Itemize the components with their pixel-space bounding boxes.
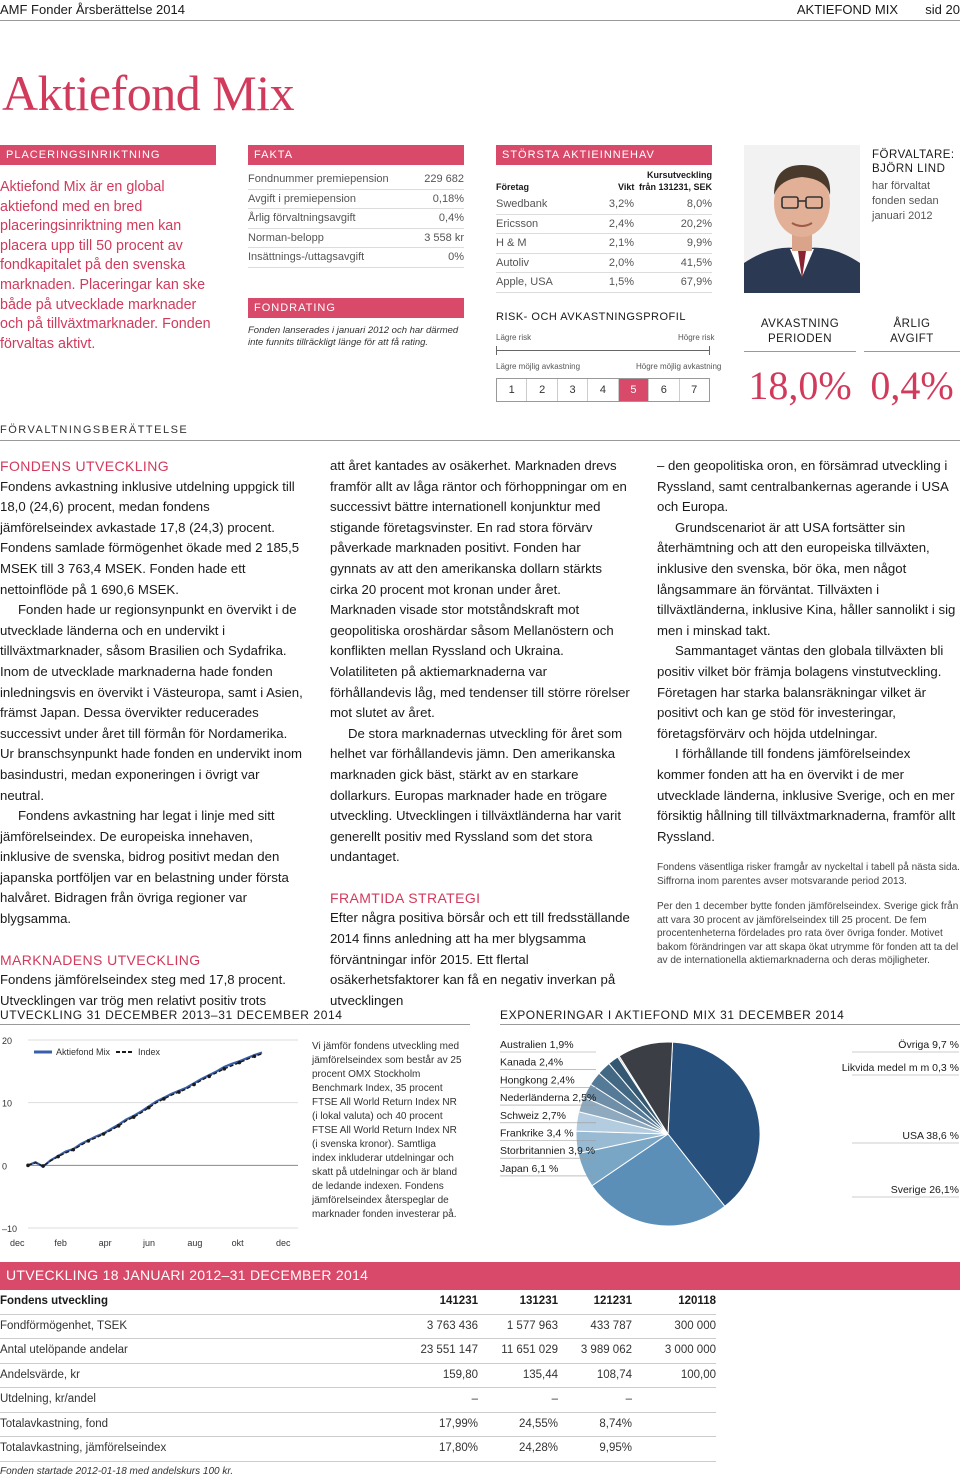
return-divider bbox=[744, 351, 856, 352]
fee-label-1: ÅRLIG bbox=[893, 318, 931, 330]
fakta-value: 0,4% bbox=[438, 212, 464, 224]
col3-paragraph-4: I förhållande till fondens jämförelseindex kommer fonden att ha en övervikt i de mer utvecklade länderna, inklusive Sverige, och en mer försiktig hållning till tillväxtmarknaderna, framför allt Ryssland. bbox=[657, 746, 956, 844]
manager-text: har förvaltat fonden sedan januari 2012 bbox=[872, 180, 939, 222]
fakta-label: Insättnings-/uttagsavgift bbox=[248, 251, 365, 263]
fondrating-heading: FONDRATING bbox=[248, 298, 464, 318]
dev-table-row bbox=[0, 1437, 716, 1462]
col1-paragraph-3: Fondens avkastning har legat i linje med sitt jämförelseindex. De europeiska innehaven, inklusive de svenska, bidrog positivt medan den japanska portföljen var en belastning under första halvåret. Bidragen från övriga regioner var blygsamma. bbox=[0, 808, 289, 927]
report-column-3 bbox=[657, 456, 960, 968]
fakta-label: Fondnummer premiepension bbox=[248, 173, 389, 185]
dev-cell: – bbox=[625, 1393, 632, 1405]
risk-level: 2 bbox=[526, 379, 556, 401]
holding-company: Ericsson bbox=[496, 217, 539, 230]
index-point bbox=[238, 1061, 242, 1065]
holding-change: 20,2% bbox=[680, 217, 712, 230]
index-point bbox=[117, 1124, 121, 1128]
dev-cell: 433 787 bbox=[590, 1319, 632, 1332]
dev-cell: 300 000 bbox=[674, 1319, 716, 1332]
index-point bbox=[207, 1075, 211, 1079]
col3-paragraph-2: Grundscenariot är att USA fortsätter sin återhämtning och att den europeiska tillväxten, inklusive den svenska, bör öka, men något långsammare än förväntat. Tillväxten i tillväxtländerna, inklusive Kina, håller sannolikt i sig men i minskad takt. bbox=[657, 519, 956, 638]
dev-table-footnote: Fonden startade 2012-01-18 med andelskurs 100 kr. bbox=[0, 1466, 234, 1477]
report-divider bbox=[0, 440, 960, 441]
manager-label: FÖRVALTARE: bbox=[872, 149, 955, 161]
risk-arrow-left bbox=[496, 346, 497, 355]
pie-label: Likvida medel m m 0,3 % bbox=[841, 1062, 959, 1074]
fakta-row bbox=[248, 229, 464, 249]
dev-row-label: Andelsvärde, kr bbox=[0, 1368, 80, 1381]
manager-photo bbox=[744, 145, 860, 293]
page-title: Aktiefond Mix bbox=[2, 65, 295, 121]
fakta-row bbox=[248, 190, 464, 210]
pie-label: Övriga 9,7 % bbox=[898, 1039, 959, 1051]
index-point bbox=[102, 1132, 106, 1136]
manager-name: BJÖRN LIND bbox=[872, 163, 946, 175]
manager-portrait-icon bbox=[744, 145, 860, 293]
dev-row-label: Utdelning, kr/andel bbox=[0, 1393, 96, 1405]
return-low-label: Lägre möjlig avkastning bbox=[496, 362, 581, 371]
dev-cell: 3 763 436 bbox=[426, 1319, 478, 1332]
pie-chart-divider bbox=[500, 1024, 960, 1025]
fondens-heading: FONDENS UTVECKLING bbox=[0, 458, 169, 474]
pie-label: Nederländerna 2,5% bbox=[500, 1092, 597, 1105]
x-tick-label: dec bbox=[276, 1238, 291, 1248]
fakta-heading: FAKTA bbox=[248, 145, 464, 165]
section-label: AKTIEFOND MIX bbox=[796, 2, 898, 17]
dev-cell: 141231 bbox=[439, 1295, 478, 1307]
risk-scale bbox=[496, 378, 710, 402]
risk-level: 1 bbox=[508, 384, 515, 396]
page-number: sid 20 bbox=[925, 2, 960, 17]
x-tick-label: jun bbox=[143, 1238, 156, 1248]
holdings-table bbox=[496, 168, 712, 293]
pie-label: Storbritannien 3,9 % bbox=[500, 1145, 596, 1158]
return-label-2: PERIODEN bbox=[767, 333, 833, 345]
holding-weight: 2,4% bbox=[608, 217, 634, 230]
risk-level: 3 bbox=[557, 379, 587, 401]
dev-cell: 100,00 bbox=[680, 1368, 716, 1381]
report-heading: FÖRVALTNINGSBERÄTTELSE bbox=[0, 424, 189, 436]
x-tick-label: apr bbox=[98, 1238, 112, 1248]
dev-cell: 24,55% bbox=[518, 1417, 558, 1430]
col-change-1: Kursutveckling bbox=[646, 170, 712, 180]
framtida-heading: FRAMTIDA STRATEGI bbox=[330, 889, 481, 906]
col3-paragraph-1: – den geopolitiska oron, en försämrad utveckling i Ryssland, samt centralbankernas agerande i USA och Europa. bbox=[657, 458, 949, 515]
holding-change: 9,9% bbox=[686, 237, 712, 249]
dev-cell: 17,80% bbox=[438, 1442, 478, 1454]
fakta-label: Årlig förvaltningsavgift bbox=[248, 212, 356, 224]
fee-label-2: AVGIFT bbox=[890, 333, 934, 345]
pie-label: Hongkong 2,4% bbox=[500, 1074, 575, 1087]
y-tick-label: –10 bbox=[2, 1224, 18, 1234]
x-tick-label: dec bbox=[10, 1238, 25, 1248]
index-point bbox=[192, 1083, 196, 1087]
index-point bbox=[71, 1148, 75, 1152]
dev-cell: – bbox=[551, 1393, 558, 1405]
index-point bbox=[162, 1097, 166, 1101]
holding-company: Autoliv bbox=[496, 256, 530, 269]
dev-table bbox=[0, 1290, 716, 1462]
fakta-value: 3 558 kr bbox=[424, 231, 464, 244]
holding-row bbox=[496, 215, 712, 235]
fakta-table bbox=[248, 170, 464, 268]
fondrating-text: Fonden lanserades i januari 2012 och har därmed inte funnits tillräckligt länge för att få rating. bbox=[248, 325, 459, 348]
dev-cell: 17,99% bbox=[438, 1417, 478, 1430]
pie-label: Sverige 26,1% bbox=[890, 1184, 959, 1196]
fakta-label: Avgift i premiepension bbox=[248, 192, 357, 205]
risk-level: 7 bbox=[679, 379, 709, 401]
risk-low-label: Lägre risk bbox=[496, 333, 532, 342]
col-weight: Vikt bbox=[618, 182, 635, 192]
col2-paragraph-1: att året kantades av osäkerhet. Marknaden drevs framför allt av låga räntor och förhoppningar om en successivt bättre internationell konjunktur med stigande företagsvinster. En rad stora förvärv påverkade marknaden positivt. Fonden har gynnats av att den amerikanska dollarn stärkts cirka 20 procent mot kronan under året. Marknaden visade stor motståndskraft mot geopolitiska oroshärdar såsom Mellanöstern och konflikten mellan Ryssland och Ukraina. Volatiliteten på aktiemarknaderna var förhållandevis låg, med tendenser till större rörelser mot slutet av året. bbox=[330, 458, 630, 721]
index-series-line bbox=[28, 1054, 262, 1166]
dev-table-row bbox=[0, 1315, 716, 1340]
holding-row bbox=[496, 254, 712, 274]
pie-label: Japan 6,1 % bbox=[500, 1162, 559, 1175]
index-point bbox=[177, 1090, 181, 1094]
placement-text: Aktiefond Mix är en global aktiefond med en bred placeringsinriktning men kan placera upp till 50 procent av fondkapitalet på den svenska marknaden. Placeringar kan ske både på utvecklade marknader och på tillväxtmarknader. Fonden förvaltas aktivt. bbox=[0, 179, 211, 352]
pie-label: Kanada 2,4% bbox=[500, 1056, 564, 1069]
return-high-label: Högre möjlig avkastning bbox=[636, 362, 722, 371]
dev-table-row bbox=[0, 1364, 716, 1389]
risk-level: 4 bbox=[587, 379, 617, 401]
index-point bbox=[222, 1067, 226, 1071]
dev-row-label: Totalavkastning, jämförelseindex bbox=[0, 1442, 167, 1454]
page-header bbox=[0, 0, 960, 20]
risk-arrow-line bbox=[496, 350, 710, 351]
dev-cell: 120118 bbox=[678, 1295, 716, 1307]
report-column-2 bbox=[330, 456, 630, 1011]
col2-paragraph-2: De stora marknadernas utveckling för året som helhet var förhållandevis jämn. Den amerikanska marknaden gick bäst, stärkt av en starkare dollarkurs. Europas marknader hade en trögare utveckling. Utvecklingen i tillväxtländerna har varit generellt positiv med Ryssland som det stora undantaget. bbox=[330, 725, 623, 865]
risk-high-label: Högre risk bbox=[678, 333, 715, 342]
dev-cell: 3 000 000 bbox=[664, 1344, 716, 1356]
index-point bbox=[26, 1164, 30, 1168]
legend-fund-label: Aktiefond Mix bbox=[56, 1047, 111, 1057]
holding-change: 8,0% bbox=[686, 198, 712, 210]
dev-row-label: Antal utelöpande andelar bbox=[0, 1344, 128, 1356]
dev-row-label: Fondens utveckling bbox=[0, 1295, 108, 1307]
col1-paragraph-4: Fondens jämförelseindex steg med 17,8 procent. Utvecklingen var trög men relativt positiv trots bbox=[0, 972, 286, 1008]
fakta-value: 0,18% bbox=[432, 192, 464, 205]
return-value: 18,0% bbox=[748, 363, 852, 408]
holding-weight: 2,0% bbox=[608, 256, 634, 269]
dev-cell: 121231 bbox=[593, 1295, 632, 1307]
line-chart-title: UTVECKLING 31 DECEMBER 2013–31 DECEMBER 2014 bbox=[0, 1008, 343, 1022]
line-chart-note: Vi jämför fondens utveckling med jämförelseindex som består av 25 procent OMX Stockholm Benchmark Index, 35 procent FTSE All World Return Index NR (i lokal valuta) och 40 procent FTSE All World Return Index NR (i svenska kronor). Samtliga index inkluderar utdelningar och skatt på utdelningar och är bland de ledande indexen. Fondens jämförelseindex återspeglar de marknader fonden investerar på. bbox=[312, 1041, 462, 1220]
report-column-1 bbox=[0, 456, 304, 1011]
dev-table-row bbox=[0, 1339, 716, 1364]
x-tick-label: aug bbox=[187, 1238, 203, 1248]
pie-chart bbox=[500, 1030, 960, 1230]
pie-label: Australien 1,9% bbox=[500, 1039, 574, 1051]
dev-cell: 23 551 147 bbox=[420, 1344, 478, 1356]
publication-title: AMF Fonder Årsberättelse 2014 bbox=[0, 2, 185, 17]
dev-table-row bbox=[0, 1413, 716, 1438]
holding-company: Apple, USA bbox=[496, 276, 553, 288]
fakta-row bbox=[248, 170, 464, 190]
dev-row-label: Fondförmögenhet, TSEK bbox=[0, 1319, 127, 1332]
x-tick-label: feb bbox=[54, 1238, 67, 1248]
dev-cell: 159,80 bbox=[442, 1368, 478, 1381]
pie-label: USA 38,6 % bbox=[902, 1130, 959, 1142]
col2-paragraph-3: Efter några positiva börsår och ett till fredsställande 2014 finns anledning att ha mer blygsamma förväntningar inför 2015. Ett flertal osäkerhetsfaktorer kan få en negativ inverkan på utvecklingen bbox=[330, 910, 630, 1008]
report-note-2: Per den 1 december bytte fonden jämförelseindex. Sverige gick från att vara 30 procent av jämförelseindex till 25 procent. De fem procentenheterna fördelades pro rata över övriga fonder. Motivet bakom förändringen var att skapa ökat utrymme för fonden att ta del av de internationella aktiemarknaderna och deras möjligheter. bbox=[657, 901, 959, 967]
dev-cell: 131231 bbox=[519, 1295, 558, 1307]
dev-table-heading: UTVECKLING 18 JANUARI 2012–31 DECEMBER 2014 bbox=[0, 1262, 960, 1290]
holding-row bbox=[496, 273, 712, 293]
dev-cell: 11 651 029 bbox=[501, 1344, 558, 1356]
col-change-2: från 131231, SEK bbox=[638, 182, 712, 192]
placement-heading: PLACERINGSINRIKTNING bbox=[0, 145, 216, 165]
pie-label: Schweiz 2,7% bbox=[500, 1109, 566, 1122]
dev-table-row bbox=[0, 1388, 716, 1413]
col3-paragraph-3: Sammantaget väntas den globala tillväxten bli positiv vilket bör främja bolagens vinstutveckling. Företagen har starka balansräkningar vilket är positivt och kan ge stöd för investeringar, företagsförvärv och höjda utdelningar. bbox=[657, 643, 944, 741]
risk-arrow-right bbox=[709, 346, 710, 355]
holding-change: 41,5% bbox=[680, 256, 712, 269]
holdings-heading: STÖRSTA AKTIEINNEHAV bbox=[496, 145, 712, 165]
fakta-label: Norman-belopp bbox=[248, 231, 324, 244]
holding-change: 67,9% bbox=[680, 276, 712, 288]
dev-table-header-row bbox=[0, 1290, 716, 1315]
col-company: Företag bbox=[496, 182, 530, 192]
dev-cell: – bbox=[471, 1393, 478, 1405]
y-tick-label: 10 bbox=[2, 1098, 13, 1109]
y-tick-label: 0 bbox=[2, 1161, 8, 1172]
holding-company: H & M bbox=[496, 237, 527, 249]
line-chart bbox=[0, 1030, 300, 1254]
marknadens-heading: MARKNADENS UTVECKLING bbox=[0, 951, 201, 968]
fee-value: 0,4% bbox=[870, 363, 954, 408]
dev-cell: 8,74% bbox=[599, 1417, 632, 1430]
y-tick-label: 20 bbox=[2, 1036, 13, 1046]
index-point bbox=[132, 1115, 136, 1119]
holding-row bbox=[496, 195, 712, 215]
legend-index-label: Index bbox=[138, 1047, 161, 1057]
index-point bbox=[253, 1054, 257, 1058]
return-label-1: AVKASTNING bbox=[760, 318, 840, 330]
col1-paragraph-2: Fonden hade ur regionsynpunkt en övervikt i de utvecklade länderna och en undervikt i tillväxtmarknader, såsom Brasilien och Sydafrika. Inom de utvecklade marknaderna hade fonden inledningsvis en övervikt i Västeuropa, samt i Asien, främst Japan. Dessa övervikter reducerades successivt under året till förmån för Nordamerika. Ur branschsynpunkt hade fonden en undervikt inom basindustri, medan exponeringen i övrigt var neutral. bbox=[0, 602, 303, 803]
holding-row bbox=[496, 234, 712, 254]
dev-cell: 1 577 963 bbox=[506, 1319, 558, 1332]
dev-cell: 3 989 062 bbox=[580, 1344, 632, 1356]
holding-weight: 2,1% bbox=[608, 237, 634, 249]
fakta-value: 229 682 bbox=[424, 173, 464, 185]
holding-company: Swedbank bbox=[496, 198, 548, 210]
col1-paragraph-1: Fondens avkastning inklusive utdelning uppgick till 18,0 (24,6) procent, medan fondens jämförelseindex avkastade 17,8 (24,3) procent. Fondens samlade förmögenhet ökade med 2 185,5 MSEK till 3 763,4 MSEK. Fonden hade ett nettoinflöde på 1 690,6 MSEK. bbox=[0, 478, 300, 597]
x-tick-label: okt bbox=[231, 1238, 244, 1248]
report-note-1: Fondens väsentliga risker framgår av nyckeltal i tabell på nästa sida. Siffrorna inom parentes avser motsvarande period 2013. bbox=[657, 862, 960, 887]
pie-chart-title: EXPONERINGAR I AKTIEFOND MIX 31 DECEMBER 2014 bbox=[500, 1008, 845, 1022]
dev-row-label: Totalavkastning, fond bbox=[0, 1417, 109, 1430]
fakta-row bbox=[248, 248, 464, 268]
fee-divider bbox=[864, 351, 960, 352]
dev-cell: 9,95% bbox=[599, 1442, 632, 1454]
pie-label: Frankrike 3,4 % bbox=[500, 1127, 574, 1140]
risk-level: 6 bbox=[648, 379, 678, 401]
header-divider bbox=[0, 20, 960, 21]
dev-cell: 24,28% bbox=[518, 1442, 558, 1454]
risk-level-selected: 5 bbox=[618, 379, 648, 401]
holding-weight: 1,5% bbox=[608, 276, 634, 288]
holding-weight: 3,2% bbox=[608, 198, 634, 210]
fakta-value: 0% bbox=[448, 251, 464, 263]
dev-cell: 135,44 bbox=[522, 1368, 558, 1381]
dev-cell: 108,74 bbox=[596, 1368, 632, 1381]
risk-heading: RISK- OCH AVKASTNINGSPROFIL bbox=[496, 311, 686, 323]
fakta-row bbox=[248, 209, 464, 229]
index-point bbox=[41, 1164, 45, 1168]
line-chart-divider bbox=[0, 1024, 470, 1025]
index-point bbox=[56, 1155, 60, 1159]
index-point bbox=[87, 1139, 91, 1143]
index-point bbox=[147, 1106, 151, 1110]
